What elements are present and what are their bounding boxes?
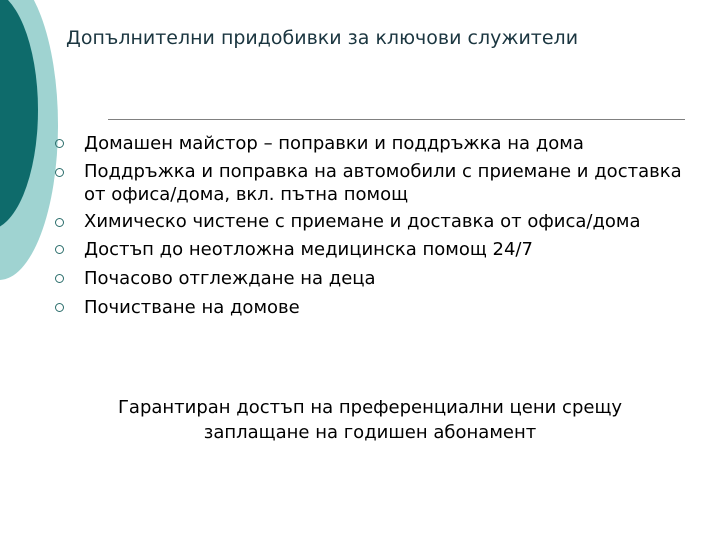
list-item-text: Почистване на домове bbox=[84, 297, 300, 318]
list-item bbox=[54, 237, 694, 262]
list-item-text: Поддръжка и поправка на автомобили с приемане и доставка от офиса/дома, вкл. пътна помощ bbox=[84, 161, 682, 205]
bullet-circle-icon bbox=[55, 168, 64, 177]
bullet-circle-icon bbox=[55, 139, 64, 148]
footer-note: Гарантиран достъп на преференциални цени срещу заплащане на годишен абонамент bbox=[117, 397, 623, 443]
bullet-circle-icon bbox=[55, 303, 64, 312]
list-item bbox=[54, 131, 694, 156]
bullet-circle-icon bbox=[55, 218, 64, 227]
list-item bbox=[54, 266, 694, 291]
bullet-circle-icon bbox=[55, 274, 64, 283]
list-item bbox=[54, 295, 694, 320]
bullet-circle-icon bbox=[55, 245, 64, 254]
list-item-text: Химическо чистене с приемане и доставка от офиса/дома bbox=[84, 211, 641, 232]
benefits-list bbox=[54, 131, 694, 324]
list-item bbox=[54, 160, 694, 206]
list-item-text: Домашен майстор – поправки и поддръжка на дома bbox=[84, 133, 584, 154]
list-item-text: Почасово отглеждане на деца bbox=[84, 268, 376, 289]
title-divider bbox=[108, 119, 685, 120]
list-item-text: Достъп до неотложна медицинска помощ 24/7 bbox=[84, 239, 533, 260]
slide-title: Допълнителни придобивки за ключови служители bbox=[66, 27, 579, 49]
list-item bbox=[54, 210, 694, 233]
